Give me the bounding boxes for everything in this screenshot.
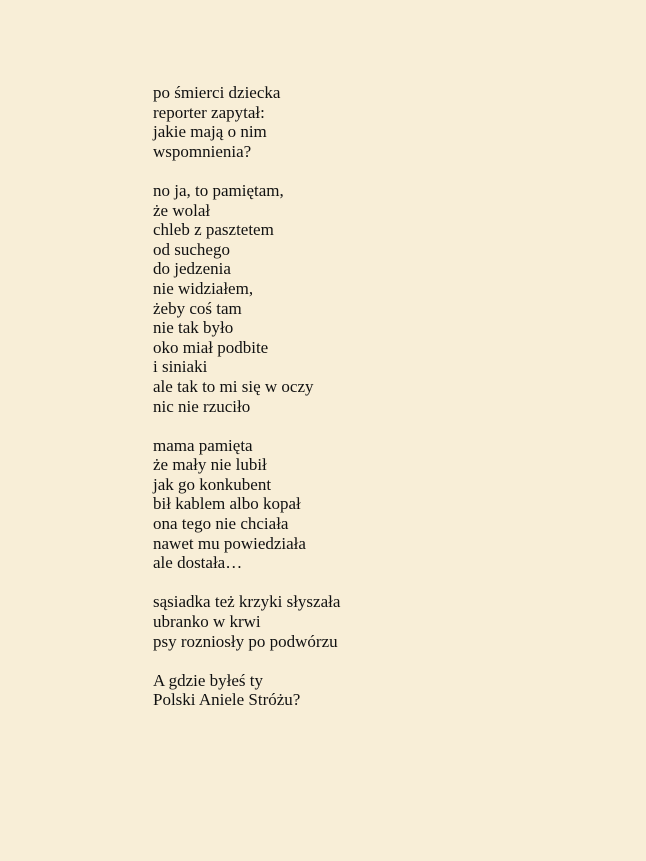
poem-line: od suchego bbox=[153, 239, 230, 259]
poem-line: ale dostała… bbox=[153, 553, 243, 573]
poem-line: do jedzenia bbox=[153, 259, 231, 279]
poem-line: psy rozniosły po podwórzu bbox=[153, 631, 338, 651]
stanza-1 bbox=[153, 83, 340, 161]
poem-line: jakie mają o nim bbox=[153, 122, 267, 142]
poem-line: oko miał podbite bbox=[153, 337, 269, 357]
poem-line: ubranko w krwi bbox=[153, 612, 261, 632]
poem-line: nie tak było bbox=[153, 318, 234, 338]
poem-line: po śmierci dziecka bbox=[153, 83, 281, 102]
poem-line: reporter zapytał: bbox=[153, 102, 265, 122]
stanza-4 bbox=[153, 592, 340, 651]
poem-line: wspomnienia? bbox=[153, 141, 252, 161]
poem-line: i siniaki bbox=[153, 357, 208, 377]
stanza-2 bbox=[153, 181, 340, 416]
poem-line: żeby coś tam bbox=[153, 298, 242, 318]
stanza-5 bbox=[153, 671, 340, 710]
poem-line: że mały nie lubił bbox=[153, 455, 267, 475]
poem-line: sąsiadka też krzyki słyszała bbox=[153, 592, 341, 612]
poem-line: ona tego nie chciała bbox=[153, 514, 289, 534]
poem-line: no ja, to pamiętam, bbox=[153, 180, 284, 200]
poem-line: ale tak to mi się w oczy bbox=[153, 376, 314, 396]
poem bbox=[153, 83, 340, 710]
stanza-3 bbox=[153, 436, 340, 573]
poem-line: chleb z pasztetem bbox=[153, 220, 274, 240]
poem-line: nic nie rzuciło bbox=[153, 396, 251, 416]
poem-line: nawet mu powiedziała bbox=[153, 533, 306, 553]
poem-line: nie widziałem, bbox=[153, 278, 254, 298]
poem-line: że wolał bbox=[153, 200, 211, 220]
poem-line: Polski Aniele Stróżu? bbox=[153, 690, 301, 710]
poem-line: jak go konkubent bbox=[153, 474, 272, 494]
poem-line: A gdzie byłeś ty bbox=[153, 670, 264, 690]
poem-line: mama pamięta bbox=[153, 435, 253, 455]
poem-line: bił kablem albo kopał bbox=[153, 494, 301, 514]
